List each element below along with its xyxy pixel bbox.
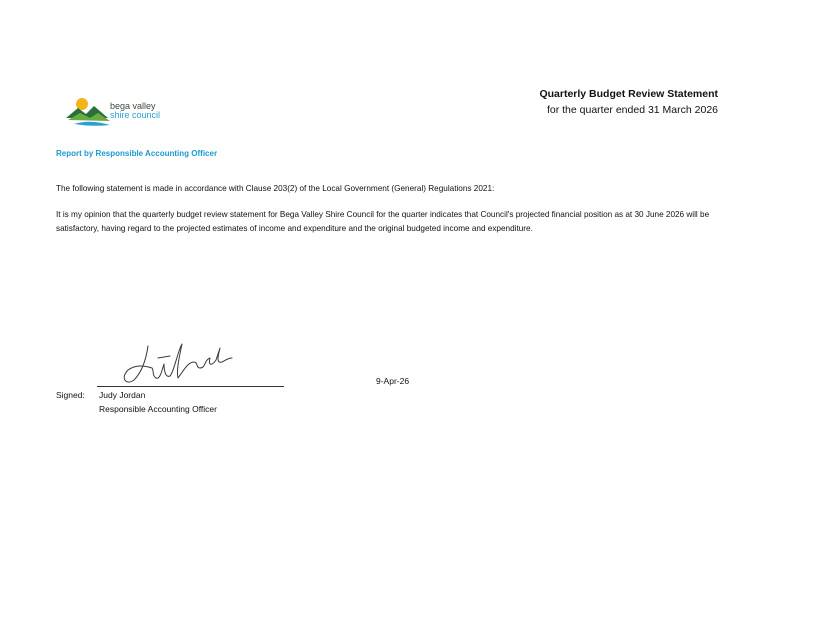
signature-date: 9-Apr-26: [376, 376, 410, 386]
council-logo: [64, 94, 184, 134]
signatory-name: Judy Jordan: [99, 390, 146, 400]
page-title: Quarterly Budget Review Statement: [539, 88, 718, 100]
logo-text-line2: shire council: [110, 110, 161, 120]
statement-paragraph-2: It is my opinion that the quarterly budget review statement for Bega Valley Shire Council for the quarter indicates that Council's projected financial position as at 30 June 2026 will be satisfactory, having regard to the projected estimates of income and expenditure and the original budgeted income and expenditure.: [56, 210, 710, 233]
signatory-role: Responsible Accounting Officer: [99, 404, 217, 414]
handwritten-signature: [118, 340, 238, 386]
signed-label: Signed:: [56, 390, 85, 400]
signature-line: [97, 386, 284, 387]
page-subtitle: for the quarter ended 31 March 2026: [546, 104, 718, 116]
report-by-heading: Report by Responsible Accounting Officer: [56, 149, 218, 158]
logo-text-line1: bega valley: [110, 101, 156, 111]
statement-paragraph-1: The following statement is made in accordance with Clause 203(2) of the Local Government (General) Regulations 2021:: [56, 184, 495, 193]
council-logo-icon: [64, 94, 110, 134]
